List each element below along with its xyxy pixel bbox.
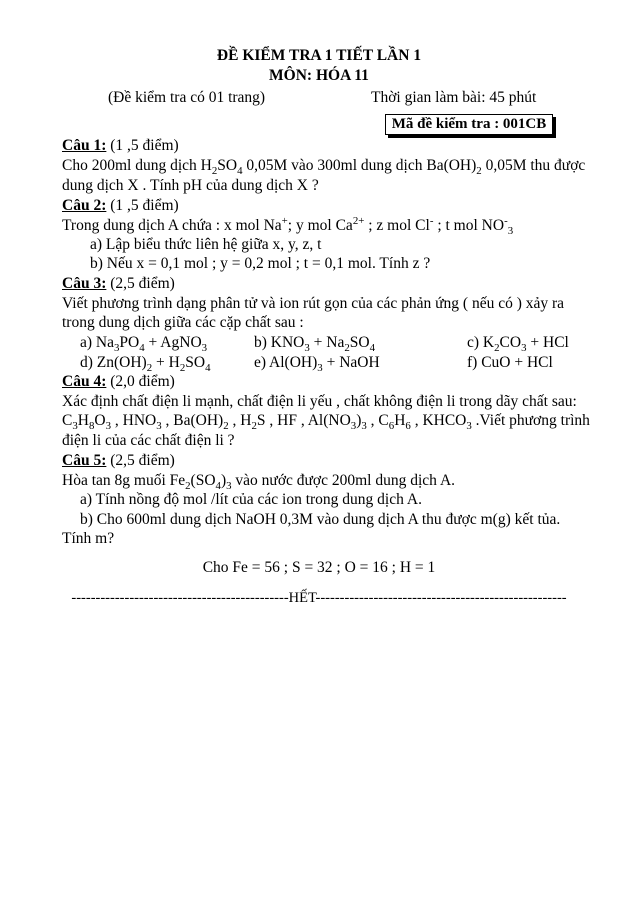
q3-a-post: + AgNO	[144, 334, 202, 351]
q3-heading	[62, 274, 175, 294]
q3-c-post: + HCl	[526, 334, 569, 351]
q3-b-mid: + Na	[309, 334, 345, 351]
q5-part-a: a) Tính nồng độ mol /lít của các ion trong dung dịch A.	[80, 491, 422, 508]
sub-3: 3	[317, 362, 323, 375]
q3-d-pre: d) Zn(OH)	[80, 354, 147, 371]
q3-c-pre: c) K	[467, 334, 495, 351]
sub-2: 2	[211, 165, 218, 178]
exam-subject: MÔN: HÓA 11	[269, 67, 369, 84]
q1-text-d: 0,05M thu được	[481, 157, 586, 174]
q3-pair-e	[254, 353, 380, 373]
q5-text-a: Hòa tan 8g muối Fe	[62, 472, 186, 489]
sub-3: 3	[201, 342, 208, 355]
q2-line-1	[62, 216, 513, 236]
q2-points: (1 ,5 điểm)	[106, 197, 179, 214]
q5-heading	[62, 451, 175, 471]
q1-text-b: SO	[217, 157, 238, 174]
q4-line-2: $C_3H_8O_3$ , $HNO_3$ , $Ba(OH)_2$ , $H_2S$ , HF , $Al(NO_3)_3$ , $C_6H_6$ , $KHCO_3$ .Viết phương trình	[62, 412, 590, 433]
q3-c-mid: CO	[499, 334, 522, 351]
q5-label: Câu 5:	[62, 452, 107, 469]
q4-label: Câu 4:	[62, 373, 107, 390]
sub-3: 3	[226, 480, 232, 493]
q3-pair-d	[80, 353, 211, 373]
sup-minus: -	[429, 214, 434, 227]
q2-text-b: ; y mol Ca	[287, 217, 353, 234]
q4-line-2-tail: .Viết phương trình	[471, 412, 590, 429]
q5-line-1: Hòa tan 8g muối $Fe_2(SO_4)_3$ vào nước được 200ml dung dịch A.	[62, 472, 456, 493]
q1-text-a: Cho 200ml dung dịch H	[62, 157, 212, 174]
end-marker: ---------------------------------------------HẾT----------------------------------------------------	[71, 590, 567, 606]
q3-line-1: Viết phương trình dạng phân tử và ion rút gọn của các phản ứng ( nếu có ) xảy ra	[62, 295, 565, 312]
q1-line-2: dung dịch X . Tính pH của dung dịch X ?	[62, 177, 319, 194]
q1-text-c: 0,05M vào 300ml dung dịch Ba(OH)	[242, 157, 477, 174]
q4-line-1: Xác định chất điện li mạnh, chất điện li yếu , chất không điện li trong dãy chất sau:	[62, 393, 577, 410]
q3-a-pre: a) Na	[80, 334, 114, 351]
sub-2: 2	[179, 362, 186, 375]
q2-part-a: a) Lập biểu thức liên hệ giữa x, y, z, t	[90, 236, 322, 253]
sup-2plus: 2+	[352, 214, 365, 227]
sub-3: 3	[304, 342, 310, 355]
atomic-masses: Cho Fe = 56 ; S = 32 ; O = 16 ; H = 1	[202, 559, 436, 576]
sup-minus: -	[504, 214, 508, 227]
q4-line-3: điện li của các chất điện li ?	[62, 432, 235, 449]
q2-text-d: ; t mol NO	[433, 217, 505, 234]
q5-text-c: vào nước được 200ml dung dịch A.	[231, 472, 456, 489]
sub-2: 2	[185, 480, 191, 493]
q5-points: (2,5 điểm)	[106, 452, 175, 469]
q1-line-1	[62, 156, 585, 176]
q3-e-post: + NaOH	[322, 354, 380, 371]
pages-note: (Đề kiểm tra có 01 trang)	[108, 89, 266, 106]
sub-2: 2	[494, 342, 500, 355]
sub-4: 4	[205, 362, 211, 375]
q3-d-post: SO	[185, 354, 206, 371]
sub-2: 2	[476, 165, 482, 178]
q3-label: Câu 3:	[62, 275, 107, 292]
q3-b-post: SO	[349, 334, 370, 351]
sub-3: 3	[114, 342, 120, 355]
q3-line-2: trong dung dịch giữa các cặp chất sau :	[62, 314, 304, 331]
q1-label: Câu 1:	[62, 137, 107, 154]
q2-label: Câu 2:	[62, 197, 107, 214]
exam-code-box: Mã đề kiểm tra : 001CB	[385, 114, 553, 135]
q3-pair-f: f) CuO + HCl	[467, 354, 553, 371]
sub-4: 4	[139, 342, 145, 355]
q3-e-pre: e) Al(OH)	[254, 354, 318, 371]
sub-4: 4	[369, 342, 376, 355]
q1-points: (1 ,5 điểm)	[106, 137, 179, 154]
sub-4: 4	[237, 165, 243, 178]
q3-points: (2,5 điểm)	[106, 275, 175, 292]
q4-points: (2,0 điểm)	[106, 373, 175, 390]
q2-part-b: b) Nếu x = 0,1 mol ; y = 0,2 mol ; t = 0,1 mol. Tính z ?	[90, 255, 431, 272]
time-note: Thời gian làm bài: 45 phút	[371, 89, 537, 106]
sub-4: 4	[215, 480, 221, 493]
q2-text-c: ; z mol Cl	[364, 217, 430, 234]
q3-b-pre: b) KNO	[254, 334, 305, 351]
sub-3: 3	[521, 342, 527, 355]
q3-pair-a	[80, 333, 207, 353]
q5-part-c: Tính m?	[62, 530, 115, 547]
q2-text-a: Trong dung dịch A chứa : x mol Na	[62, 217, 282, 234]
q3-d-mid: + H	[152, 354, 180, 371]
q4-heading	[62, 372, 175, 392]
sup-plus: +	[281, 214, 288, 227]
sub-3: 3	[507, 225, 514, 238]
q1-heading	[62, 136, 179, 156]
q5-part-b: b) Cho 600ml dung dịch NaOH 0,3M vào dung dịch A thu được m(g) kết tủa.	[80, 511, 561, 528]
q3-a-mid: PO	[119, 334, 140, 351]
sub-2: 2	[344, 342, 350, 355]
q3-pair-c	[467, 333, 569, 353]
q2-heading	[62, 196, 179, 216]
exam-title: ĐỀ KIỂM TRA 1 TIẾT LẦN 1	[216, 47, 422, 64]
sub-2: 2	[146, 362, 153, 375]
q3-pair-b	[254, 333, 375, 353]
q5-text-b: (SO	[190, 472, 216, 489]
